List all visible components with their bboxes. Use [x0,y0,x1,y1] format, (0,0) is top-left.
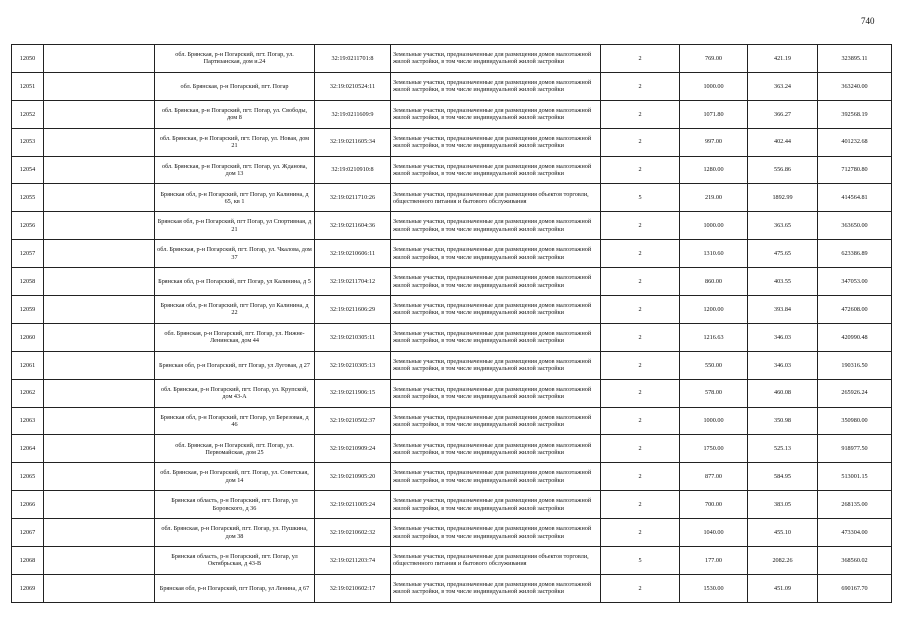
area-cell: 578.00 [680,379,748,407]
land-use-cell: Земельные участки, предназначенные для размещения домов малоэтажной жилой застройки, в том числе индивидуальной жилой застройки [391,296,601,324]
area-cell: 1000.00 [680,212,748,240]
table-row [12,435,892,463]
table-row [12,45,892,73]
category-cell: 2 [601,463,680,491]
cadastral-number-cell: 32:19:0211906:15 [315,379,391,407]
area-cell: 860.00 [680,268,748,296]
land-use-cell: Земельные участки, предназначенные для размещения домов малоэтажной жилой застройки, в том числе индивидуальной жилой застройки [391,379,601,407]
address-cell: обл. Брянская, р-н Погарский, пгт. Погар, ул. Чкалова, дом 37 [155,240,315,268]
gap-cell [44,547,155,575]
unit-price-cell: 421.19 [748,45,818,73]
cadastral-value-cell: 472608.00 [818,296,892,324]
category-cell: 2 [601,379,680,407]
cadastral-number-cell: 32:19:0210524:11 [315,72,391,100]
area-cell: 177.00 [680,547,748,575]
address-cell: обл. Брянская, р-н Погарский, пгт. Погар, ул. Свободы, дом 8 [155,100,315,128]
category-cell: 2 [601,574,680,602]
table-row [12,128,892,156]
unit-price-cell: 556.86 [748,156,818,184]
cadastral-number-cell: 32:19:0210305:11 [315,323,391,351]
table-row [12,212,892,240]
table-row [12,156,892,184]
address-cell: обл. Брянская, р-н Погарский, пгт. Погар, ул. Новая, дом 21 [155,128,315,156]
category-cell: 2 [601,435,680,463]
record-id-cell: 12065 [12,463,44,491]
gap-cell [44,156,155,184]
land-use-cell: Земельные участки, предназначенные для размещения домов малоэтажной жилой застройки, в том числе индивидуальной жилой застройки [391,128,601,156]
land-use-cell: Земельные участки, предназначенные для размещения объектов торговли, общественного питания и бытового обслуживания [391,184,601,212]
category-cell: 5 [601,547,680,575]
table-row [12,379,892,407]
cadastral-number-cell: 32:19:0211604:36 [315,212,391,240]
category-cell: 2 [601,72,680,100]
gap-cell [44,240,155,268]
category-cell: 5 [601,184,680,212]
cadastral-value-cell: 363650.00 [818,212,892,240]
gap-cell [44,379,155,407]
record-id-cell: 12054 [12,156,44,184]
table-row [12,72,892,100]
gap-cell [44,407,155,435]
category-cell: 2 [601,519,680,547]
cadastral-value-cell: 918977.50 [818,435,892,463]
record-id-cell: 12064 [12,435,44,463]
record-id-cell: 12058 [12,268,44,296]
unit-price-cell: 525.13 [748,435,818,463]
unit-price-cell: 455.10 [748,519,818,547]
unit-price-cell: 451.09 [748,574,818,602]
cadastral-number-cell: 32:19:0211203:74 [315,547,391,575]
table-row [12,574,892,602]
category-cell: 2 [601,268,680,296]
address-cell: Брянская обл, р-н Погарский, пгт Погар, ул Спортивная, д 21 [155,212,315,240]
cadastral-number-cell: 32:19:0210909:24 [315,435,391,463]
address-cell: обл. Брянская, р-н Погарский, пгт. Погар, ул. Первомайская, дом 25 [155,435,315,463]
address-cell: обл. Брянская, р-н Погарский, пгт. Погар, ул. Нижне-Ленинская, дом 44 [155,323,315,351]
cadastral-number-cell: 32:19:0211710:26 [315,184,391,212]
address-cell: обл. Брянская, р-н Погарский, пгт. Погар, ул. Жданова, дом 13 [155,156,315,184]
table-row [12,519,892,547]
unit-price-cell: 383.05 [748,491,818,519]
cadastral-value-cell: 268135.00 [818,491,892,519]
address-cell: обл. Брянская, р-н Погарский, пгт. Погар, ул. Крупской, дом 43-А [155,379,315,407]
area-cell: 550.00 [680,351,748,379]
record-id-cell: 12063 [12,407,44,435]
unit-price-cell: 363.65 [748,212,818,240]
area-cell: 1310.60 [680,240,748,268]
area-cell: 997.00 [680,128,748,156]
record-id-cell: 12057 [12,240,44,268]
table-row [12,268,892,296]
category-cell: 2 [601,212,680,240]
area-cell: 877.00 [680,463,748,491]
gap-cell [44,128,155,156]
record-id-cell: 12050 [12,45,44,73]
land-use-cell: Земельные участки, предназначенные для размещения домов малоэтажной жилой застройки, в том числе индивидуальной жилой застройки [391,156,601,184]
table-body [12,45,892,603]
land-use-cell: Земельные участки, предназначенные для размещения домов малоэтажной жилой застройки, в том числе индивидуальной жилой застройки [391,268,601,296]
cadastral-number-cell: 32:19:0211605:34 [315,128,391,156]
cadastral-value-cell: 414564.81 [818,184,892,212]
cadastral-value-cell: 347053.00 [818,268,892,296]
cadastral-number-cell: 32:19:0210305:13 [315,351,391,379]
cadastral-number-cell: 32:19:0210606:11 [315,240,391,268]
cadastral-number-cell: 32:19:0211609:9 [315,100,391,128]
land-use-cell: Земельные участки, предназначенные для размещения домов малоэтажной жилой застройки, в том числе индивидуальной жилой застройки [391,435,601,463]
cadastral-value-cell: 190316.50 [818,351,892,379]
record-id-cell: 12052 [12,100,44,128]
unit-price-cell: 366.27 [748,100,818,128]
category-cell: 2 [601,100,680,128]
cadastral-number-cell: 32:19:0210602:32 [315,519,391,547]
area-cell: 1216.63 [680,323,748,351]
category-cell: 2 [601,323,680,351]
cadastral-number-cell: 32:19:0210602:17 [315,574,391,602]
table-row [12,463,892,491]
unit-price-cell: 393.84 [748,296,818,324]
cadastral-number-cell: 32:19:0210910:8 [315,156,391,184]
record-id-cell: 12066 [12,491,44,519]
table-row [12,184,892,212]
cadastral-value-cell: 350980.00 [818,407,892,435]
table-row [12,407,892,435]
record-id-cell: 12061 [12,351,44,379]
area-cell: 219.00 [680,184,748,212]
gap-cell [44,212,155,240]
land-use-cell: Земельные участки, предназначенные для размещения домов малоэтажной жилой застройки, в том числе индивидуальной жилой застройки [391,574,601,602]
category-cell: 2 [601,156,680,184]
area-cell: 1071.80 [680,100,748,128]
cadastral-number-cell: 32:19:0211701:8 [315,45,391,73]
gap-cell [44,463,155,491]
record-id-cell: 12067 [12,519,44,547]
unit-price-cell: 584.95 [748,463,818,491]
unit-price-cell: 402.44 [748,128,818,156]
cadastral-value-cell: 623386.89 [818,240,892,268]
land-use-cell: Земельные участки, предназначенные для размещения объектов торговли, общественного питания и бытового обслуживания [391,547,601,575]
gap-cell [44,435,155,463]
table-row [12,491,892,519]
cadastral-value-cell: 712780.80 [818,156,892,184]
address-cell: Брянская область, р-н Погарский, пгт. Погар, ул Боровского, д 36 [155,491,315,519]
address-cell: Брянская обл, р-н Погарский, пгт Погар, ул Ленина, д 67 [155,574,315,602]
gap-cell [44,296,155,324]
unit-price-cell: 346.03 [748,351,818,379]
cadastral-number-cell: 32:19:0211704:12 [315,268,391,296]
record-id-cell: 12068 [12,547,44,575]
cadastral-number-cell: 32:19:0211606:29 [315,296,391,324]
gap-cell [44,323,155,351]
address-cell: Брянская обл, р-н Погарский, пгт Погар, ул Калинина, д 5 [155,268,315,296]
land-use-cell: Земельные участки, предназначенные для размещения домов малоэтажной жилой застройки, в том числе индивидуальной жилой застройки [391,491,601,519]
category-cell: 2 [601,351,680,379]
area-cell: 1530.00 [680,574,748,602]
land-use-cell: Земельные участки, предназначенные для размещения домов малоэтажной жилой застройки, в том числе индивидуальной жилой застройки [391,100,601,128]
address-cell: обл. Брянская, р-н Погарский, пгт. Погар [155,72,315,100]
unit-price-cell: 475.65 [748,240,818,268]
table-row [12,240,892,268]
land-use-cell: Земельные участки, предназначенные для размещения домов малоэтажной жилой застройки, в том числе индивидуальной жилой застройки [391,323,601,351]
area-cell: 1750.00 [680,435,748,463]
category-cell: 2 [601,491,680,519]
page-number: 740 [861,16,875,26]
record-id-cell: 12051 [12,72,44,100]
cadastral-value-cell: 392568.19 [818,100,892,128]
land-use-cell: Земельные участки, предназначенные для размещения домов малоэтажной жилой застройки, в том числе индивидуальной жилой застройки [391,45,601,73]
unit-price-cell: 350.98 [748,407,818,435]
land-use-cell: Земельные участки, предназначенные для размещения домов малоэтажной жилой застройки, в том числе индивидуальной жилой застройки [391,212,601,240]
cadastral-number-cell: 32:19:0210502:37 [315,407,391,435]
table-row [12,296,892,324]
address-cell: Брянская область, р-н Погарский, пгт. Погар, ул Октябрьская, д 43-В [155,547,315,575]
cadastral-value-cell: 690167.70 [818,574,892,602]
unit-price-cell: 403.55 [748,268,818,296]
gap-cell [44,45,155,73]
cadastral-value-cell: 513001.15 [818,463,892,491]
record-id-cell: 12053 [12,128,44,156]
unit-price-cell: 363.24 [748,72,818,100]
unit-price-cell: 2082.26 [748,547,818,575]
gap-cell [44,351,155,379]
record-id-cell: 12055 [12,184,44,212]
category-cell: 2 [601,407,680,435]
address-cell: обл. Брянская, р-н Погарский, пгт. Погар, ул. Пушкина, дом 38 [155,519,315,547]
cadastral-number-cell: 32:19:0210905:20 [315,463,391,491]
cadastral-value-cell: 363240.00 [818,72,892,100]
table-row [12,547,892,575]
address-cell: Брянская обл, р-н Погарский, пгт Погар, ул Калинина, д 22 [155,296,315,324]
land-use-cell: Земельные участки, предназначенные для размещения домов малоэтажной жилой застройки, в том числе индивидуальной жилой застройки [391,351,601,379]
gap-cell [44,574,155,602]
record-id-cell: 12069 [12,574,44,602]
gap-cell [44,184,155,212]
unit-price-cell: 346.03 [748,323,818,351]
gap-cell [44,268,155,296]
record-id-cell: 12059 [12,296,44,324]
record-id-cell: 12062 [12,379,44,407]
address-cell: Брянская обл, р-н Погарский, пгт Погар, ул Калинина, д 65, кв 1 [155,184,315,212]
cadastral-number-cell: 32:19:0211005:24 [315,491,391,519]
area-cell: 1280.00 [680,156,748,184]
cadastral-value-cell: 401232.68 [818,128,892,156]
table-row [12,100,892,128]
cadastral-value-cell: 420990.48 [818,323,892,351]
land-use-cell: Земельные участки, предназначенные для размещения домов малоэтажной жилой застройки, в том числе индивидуальной жилой застройки [391,519,601,547]
category-cell: 2 [601,296,680,324]
area-cell: 1200.00 [680,296,748,324]
address-cell: Брянская обл, р-н Погарский, пгт Погар, ул Луговая, д 27 [155,351,315,379]
category-cell: 2 [601,128,680,156]
area-cell: 700.00 [680,491,748,519]
gap-cell [44,72,155,100]
record-id-cell: 12056 [12,212,44,240]
address-cell: Брянская обл, р-н Погарский, пгт Погар, ул Березовая, д 46 [155,407,315,435]
address-cell: обл. Брянская, р-н Погарский, пгт. Погар, ул. Партизанская, дом и.24 [155,45,315,73]
gap-cell [44,491,155,519]
cadastral-value-cell: 323895.11 [818,45,892,73]
cadastral-value-cell: 265926.24 [818,379,892,407]
address-cell: обл. Брянская, р-н Погарский, пгт. Погар, ул. Советская, дом 14 [155,463,315,491]
land-use-cell: Земельные участки, предназначенные для размещения домов малоэтажной жилой застройки, в том числе индивидуальной жилой застройки [391,240,601,268]
record-id-cell: 12060 [12,323,44,351]
unit-price-cell: 460.08 [748,379,818,407]
area-cell: 769.00 [680,45,748,73]
cadastral-value-cell: 473304.00 [818,519,892,547]
land-registry-table [11,44,892,603]
cadastral-value-cell: 368560.02 [818,547,892,575]
land-use-cell: Земельные участки, предназначенные для размещения домов малоэтажной жилой застройки, в том числе индивидуальной жилой застройки [391,463,601,491]
area-cell: 1000.00 [680,72,748,100]
area-cell: 1040.00 [680,519,748,547]
category-cell: 2 [601,240,680,268]
unit-price-cell: 1892.99 [748,184,818,212]
gap-cell [44,100,155,128]
area-cell: 1000.00 [680,407,748,435]
gap-cell [44,519,155,547]
table-row [12,323,892,351]
land-use-cell: Земельные участки, предназначенные для размещения домов малоэтажной жилой застройки, в том числе индивидуальной жилой застройки [391,72,601,100]
table-row [12,351,892,379]
category-cell: 2 [601,45,680,73]
land-use-cell: Земельные участки, предназначенные для размещения домов малоэтажной жилой застройки, в том числе индивидуальной жилой застройки [391,407,601,435]
